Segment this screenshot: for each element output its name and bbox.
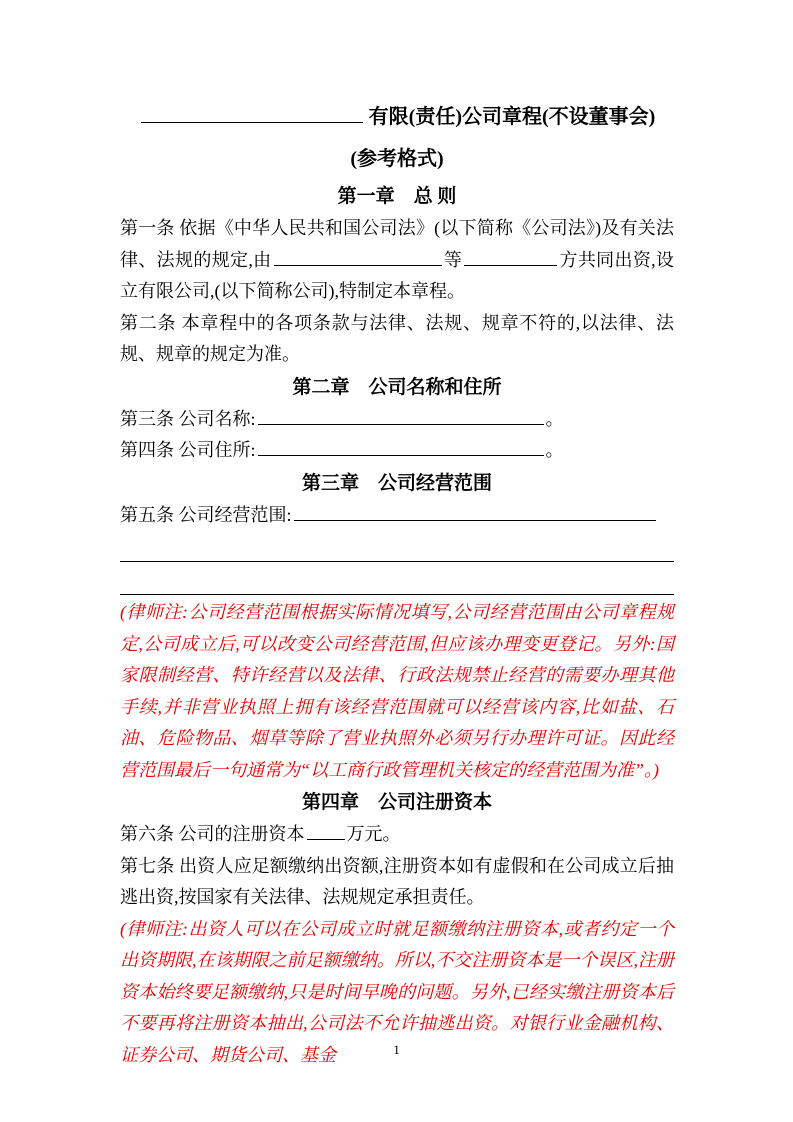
text-run: 等	[443, 249, 463, 270]
text-run: 第一条 依据《中华人民共和国公司法》(以下简称《公司法》)及有关法律、法规的规定,由	[120, 218, 674, 270]
text-run: 方共同出资,设立有限公司,(以下简称公司),特制定本章程。	[120, 249, 675, 301]
text-run: 第六条 公司的注册资本	[120, 824, 305, 844]
lawyer-note: (律师注:公司经营范围根据实际情况填写,公司经营范围由公司章程规定,公司成立后,可以改变公司经营范围,但应该办理变更登记。另外:国家限制经营、特许经营以及法律、行政法规禁止经营的需要办理其他手续,并非营业执照上拥有该经营范围就可以经营该内容,比如盐、石油、危险物品、烟草等除了营业执照外必须另行办理许可证。因此经营范围最后一句通常为“以工商行政管理机关核定的经营范围为准”。)	[120, 602, 674, 780]
text-run: 第五条 公司经营范围:	[120, 504, 292, 525]
blank-underline-row	[120, 531, 674, 562]
lawyer-note: (律师注:出资人可以在公司成立时就足额缴纳注册资本,或者约定一个出资期限,在该期限之前足额缴纳。所以,不交注册资本是一个误区,注册资本始终要足额缴纳,只是时间早晚的问题。另外,已经实缴注册资本后不要再将注册资本抽出,公司法不允许抽逃出资。对银行业金融机构、证券公司、期货公司、基金	[120, 918, 674, 1065]
chapter-heading: 第四章 公司注册资本	[301, 792, 492, 813]
text-run: 。	[545, 408, 564, 429]
text-run: 第二条 本章程中的各项条款与法律、法规、规章不符的,以法律、法规、规章的规定为准。	[120, 312, 674, 364]
fill-in-blank	[258, 409, 544, 425]
text-run: 第四条 公司住所:	[120, 440, 256, 460]
fill-in-blank	[141, 105, 363, 123]
document-title	[120, 138, 674, 180]
text-run: 。	[545, 440, 564, 460]
paragraph	[120, 500, 674, 532]
chapter-heading: 第三章 公司经营范围	[301, 472, 492, 494]
chapter-heading: 第一章 总 则	[337, 186, 457, 207]
paragraph	[120, 435, 674, 467]
fill-in-blank	[274, 250, 442, 266]
text-run: 有限(责任)公司章程(不设董事会)	[368, 106, 656, 128]
paragraph	[120, 213, 674, 308]
fill-in-blank	[294, 505, 656, 521]
paragraph	[120, 819, 674, 851]
paragraph	[120, 308, 674, 371]
page-number: 1	[393, 1042, 400, 1057]
paragraph	[120, 851, 674, 914]
document-title	[120, 96, 674, 138]
paragraph	[120, 404, 674, 436]
text-run: 第三条 公司名称:	[120, 408, 256, 429]
fill-in-blank	[464, 250, 557, 266]
blank-underline-row	[120, 564, 674, 595]
fill-in-blank	[307, 824, 345, 840]
text-run: (参考格式)	[350, 148, 444, 170]
text-run: 万元。	[346, 824, 401, 844]
fill-in-blank	[258, 440, 544, 456]
text-run: 第七条 出资人应足额缴纳出资额,注册资本如有虚假和在公司成立后抽逃出资,按国家有关法律、法规规定承担责任。	[120, 855, 674, 907]
document-body	[120, 96, 674, 1071]
chapter-heading: 第二章 公司名称和住所	[292, 376, 502, 398]
